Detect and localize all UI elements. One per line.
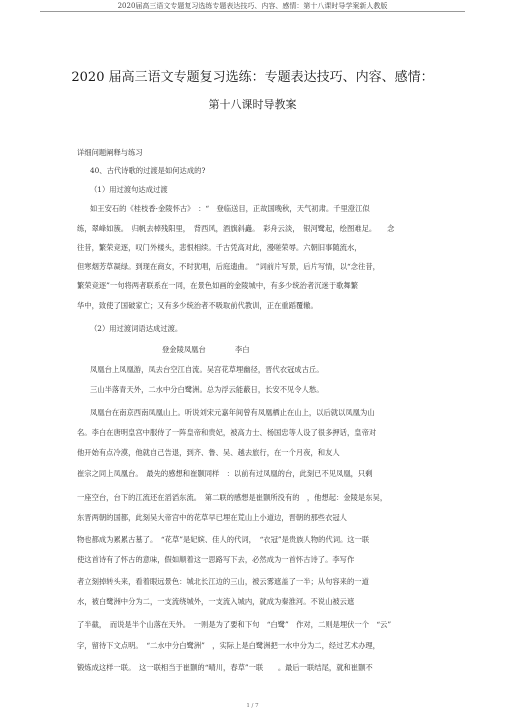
paragraph-line: 如王安石的《桂枝香·金陵怀古》 ：“ 登临送目，正故国晚秋，天气初肃。千里澄江似 bbox=[90, 204, 370, 213]
subsection-heading: （1）用过渡句达成过渡 bbox=[90, 185, 168, 194]
paragraph-line: 华中，致使了国破家亡；又有多少统治者不吸取前代教训，正在重蹈覆辙。 bbox=[77, 301, 318, 310]
paragraph-line: 水，被白鹭洲中分为二，一支流绕城外，一支流入城内，就成为秦淮河。不说山被云遮 bbox=[77, 597, 355, 606]
paragraph-line: 物也都成为累累古墓了。 “花草”是妃嫔、佳人的代词， “衣冠”是贵族人物的代词。这一联 bbox=[77, 535, 370, 544]
paragraph-line: 凤凰台在南京西南凤凰山上。听说刘宋元嘉年间曾有凤凰栖止在山上，以后就以凤凰为山 bbox=[90, 408, 375, 417]
paragraph-line: 往昔，繁荣竞逐，叹门外楼头，悲恨相续。千古凭高对此，漫嗟荣辱。六朝旧事随流水， bbox=[77, 243, 362, 252]
paragraph-line: 崔宗之同上凤凰台。 最先的感想和崔颢同样 ：以前有过凤凰的台，此刻已不见凤凰，只剩 bbox=[77, 469, 373, 478]
paragraph-line: 繁荣竞逐”一句将两者联系在一同，在景色如画的金陵城中，有多少统治者沉迷于歌舞繁 bbox=[77, 281, 359, 290]
paragraph-line: 了半截， 而说是半个山落在天外。 一则是为了要和下句 “白鹭” 作对，二则是埋伏一个 “云” bbox=[77, 620, 392, 629]
poem-line: 凤凰台上凤凰游，凤去台空江自流。吴宫花草埋幽径，晋代衣冠成古丘。 bbox=[90, 365, 324, 374]
paragraph-line: 者立刻掉转头来，看着眼远景色：城北长江边的三山，被云雾遮盖了一半；从句容来的一道 bbox=[77, 577, 369, 586]
paragraph-line: 但寒烟芳草凝绿。到现在商女，不时犹唱，后庭遗曲。 ”词前片写景，后片写情，以“念往昔， bbox=[77, 262, 380, 271]
poem-title: 登金陵凤凰台 李白 bbox=[162, 345, 250, 354]
paragraph-line: 东晋两朝的国都，此刻吴大帝宫中的花草早已埋在荒山上小道边，晋朝的那些衣冠人 bbox=[77, 513, 347, 522]
question-line: 40、古代诗歌的过渡是如何达成的? bbox=[90, 166, 206, 175]
paragraph-line: 练，翠峰如簇。 归帆去棹残阳里， 背西风，酒旗斜矗。 彩舟云淡， 银河鹭起，绘图难足。 念 bbox=[77, 224, 395, 233]
paragraph-line: 锻炼成这样一联。 这一联相当于崔颢的“晴川，春草”一联 。最后一联结尾，就和崔颢不 bbox=[77, 663, 373, 672]
section-heading: 详细问题阐释与练习 bbox=[77, 148, 143, 157]
paragraph-line: 字，留待下文点明。 “二水中分白鹭洲” ，实际上是白鹭洲把一水中分为二，经过艺术办理， bbox=[77, 641, 380, 650]
paragraph-line: 使这首诗有了怀古的意味，假如顺着这一思路写下去，必然成为一首怀古诗了。李写作 bbox=[77, 555, 355, 564]
header-divider bbox=[40, 11, 465, 12]
page-number: 1 / 7 bbox=[246, 703, 259, 709]
page-header: 2020届高三语文专题复习选练专题表达技巧、内容、感情：第十八课时导学案新人教版 bbox=[117, 2, 388, 10]
document-title: 2020 届高三语文专题复习选练：专题表达技巧、内容、感情： bbox=[71, 70, 434, 85]
document-subtitle: 第十八课时导教案 bbox=[208, 98, 297, 111]
poem-line: 三山半落青天外，二水中分白鹭洲。总为浮云能蔽日，长安不见令人愁。 bbox=[90, 385, 324, 394]
paragraph-line: 名。李白在唐明皇宫中服侍了一阵皇帝和贵妃，被高力士、杨国忠等人设了很多押话，皇帝对 bbox=[77, 428, 377, 437]
subsection-heading: （2）用过渡词语达成过渡。 bbox=[90, 324, 183, 333]
paragraph-line: 他开始有点冷漠，他就自己告退，到齐、鲁、吴、越去旅行，在一个月夜，和友人 bbox=[77, 448, 340, 457]
paragraph-line: 一座空台，台下的江流还在滔滔东流。 第二联的感想是崔颢所没有的 ，他想起：金陵是东吴， bbox=[77, 493, 388, 502]
